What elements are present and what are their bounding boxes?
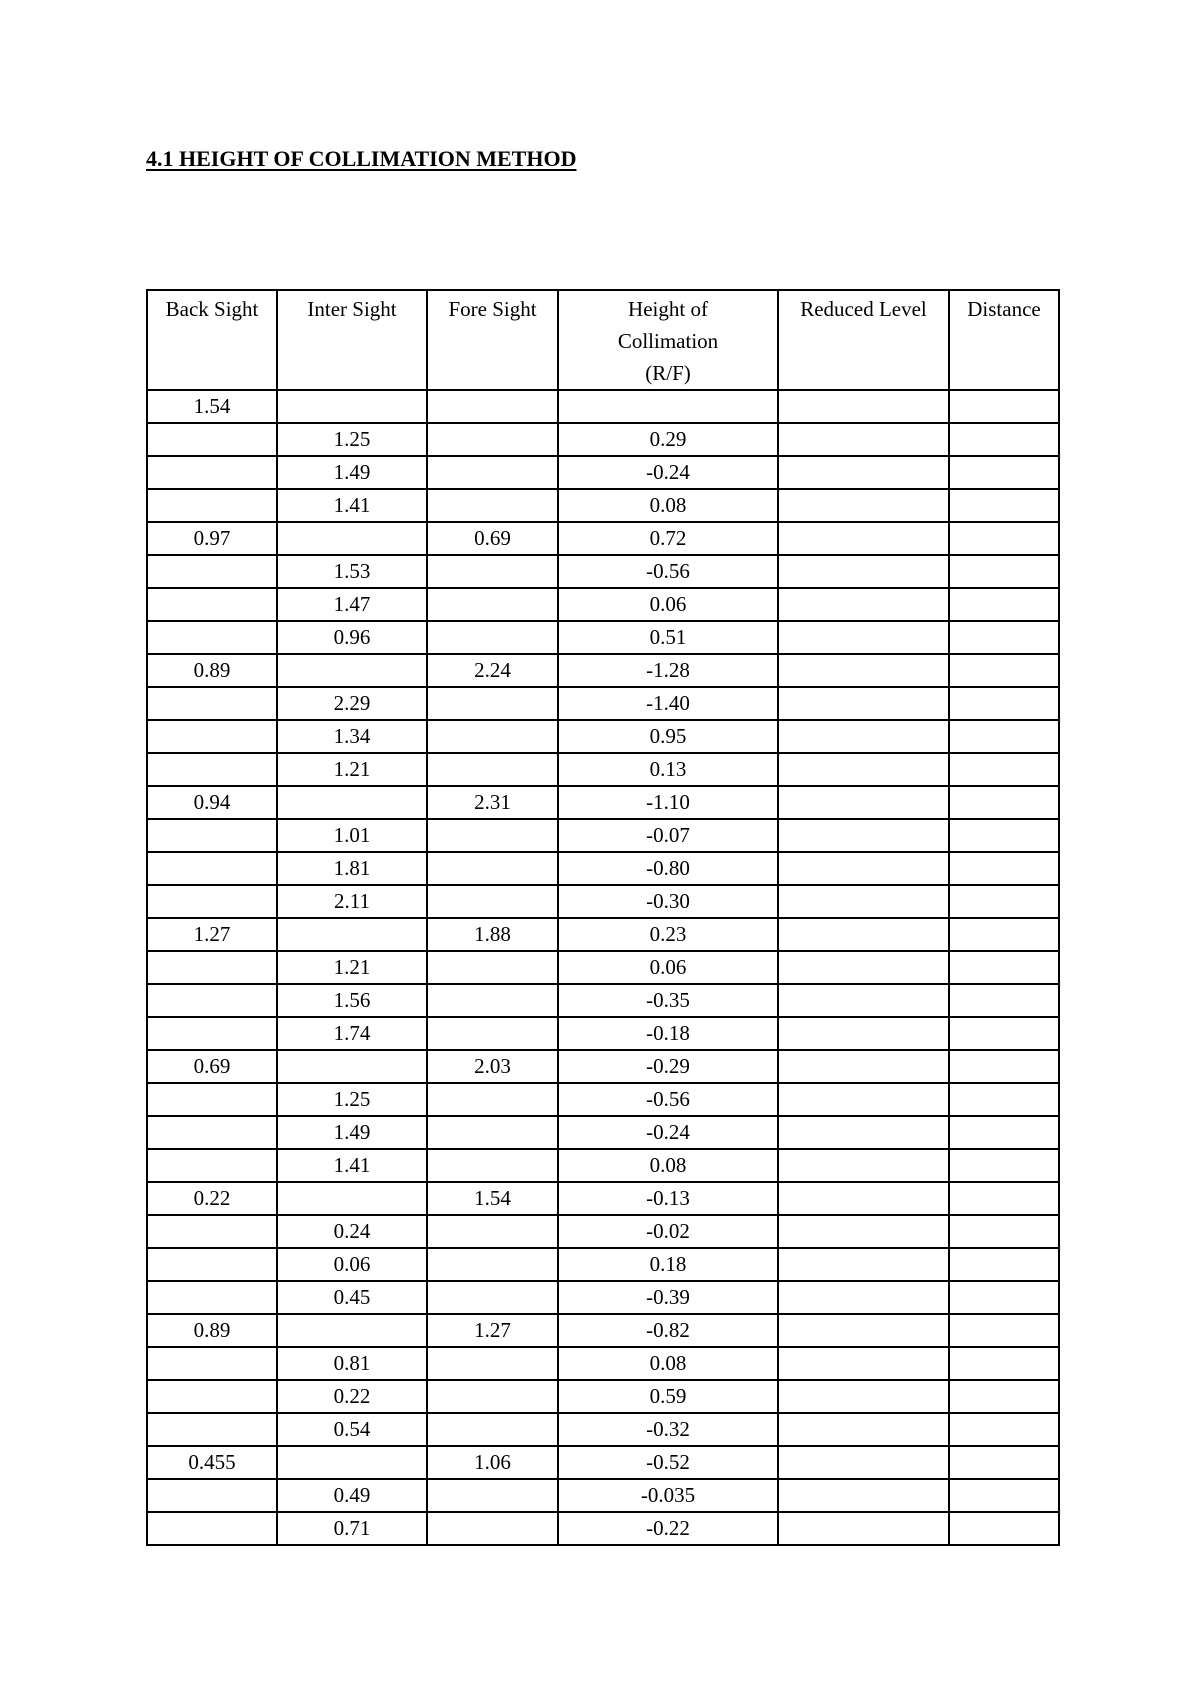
cell-height-of-collimation: -0.82: [558, 1314, 778, 1347]
cell-inter-sight: 0.45: [277, 1281, 427, 1314]
cell-reduced-level: [778, 1380, 949, 1413]
cell-reduced-level: [778, 984, 949, 1017]
cell-height-of-collimation: -1.28: [558, 654, 778, 687]
cell-inter-sight: 0.49: [277, 1479, 427, 1512]
cell-inter-sight: 1.49: [277, 1116, 427, 1149]
cell-back-sight: 0.69: [147, 1050, 277, 1083]
cell-back-sight: [147, 456, 277, 489]
table-row: [147, 1248, 1059, 1281]
cell-distance: [949, 1215, 1059, 1248]
cell-inter-sight: [277, 1182, 427, 1215]
cell-back-sight: [147, 423, 277, 456]
cell-back-sight: 0.97: [147, 522, 277, 555]
cell-back-sight: 1.54: [147, 390, 277, 423]
cell-back-sight: [147, 1149, 277, 1182]
cell-inter-sight: 2.29: [277, 687, 427, 720]
cell-inter-sight: 2.11: [277, 885, 427, 918]
table-row: [147, 1413, 1059, 1446]
cell-reduced-level: [778, 819, 949, 852]
cell-inter-sight: [277, 654, 427, 687]
cell-fore-sight: [427, 720, 558, 753]
cell-fore-sight: [427, 621, 558, 654]
header-distance: Distance: [949, 290, 1059, 390]
cell-height-of-collimation: -0.39: [558, 1281, 778, 1314]
cell-distance: [949, 786, 1059, 819]
header-row: [147, 290, 1059, 390]
cell-reduced-level: [778, 522, 949, 555]
cell-inter-sight: [277, 1446, 427, 1479]
cell-reduced-level: [778, 423, 949, 456]
cell-inter-sight: 1.41: [277, 489, 427, 522]
table-header: [147, 290, 1059, 390]
table-row: [147, 1479, 1059, 1512]
cell-distance: [949, 852, 1059, 885]
cell-height-of-collimation: 0.06: [558, 951, 778, 984]
table-row: [147, 753, 1059, 786]
cell-fore-sight: [427, 885, 558, 918]
cell-back-sight: 0.22: [147, 1182, 277, 1215]
table-row: [147, 621, 1059, 654]
cell-inter-sight: [277, 522, 427, 555]
cell-height-of-collimation: 0.59: [558, 1380, 778, 1413]
cell-back-sight: [147, 951, 277, 984]
cell-reduced-level: [778, 720, 949, 753]
table-row: [147, 390, 1059, 423]
cell-height-of-collimation: -0.52: [558, 1446, 778, 1479]
cell-inter-sight: [277, 390, 427, 423]
cell-fore-sight: [427, 1017, 558, 1050]
cell-fore-sight: [427, 1413, 558, 1446]
cell-height-of-collimation: -0.13: [558, 1182, 778, 1215]
cell-back-sight: [147, 1215, 277, 1248]
cell-reduced-level: [778, 852, 949, 885]
cell-inter-sight: [277, 786, 427, 819]
cell-inter-sight: 1.74: [277, 1017, 427, 1050]
cell-back-sight: [147, 1116, 277, 1149]
cell-back-sight: [147, 852, 277, 885]
cell-inter-sight: [277, 918, 427, 951]
cell-height-of-collimation: -0.02: [558, 1215, 778, 1248]
table-row: [147, 522, 1059, 555]
cell-inter-sight: 1.25: [277, 423, 427, 456]
header-inter-sight: Inter Sight: [277, 290, 427, 390]
table-row: [147, 1149, 1059, 1182]
cell-fore-sight: [427, 687, 558, 720]
cell-inter-sight: 1.25: [277, 1083, 427, 1116]
table-row: [147, 1314, 1059, 1347]
cell-distance: [949, 1083, 1059, 1116]
table-row: [147, 1116, 1059, 1149]
cell-distance: [949, 555, 1059, 588]
table-row: [147, 489, 1059, 522]
cell-height-of-collimation: 0.13: [558, 753, 778, 786]
cell-fore-sight: [427, 1347, 558, 1380]
header-fore-sight: Fore Sight: [427, 290, 558, 390]
cell-fore-sight: [427, 819, 558, 852]
cell-distance: [949, 1050, 1059, 1083]
header-reduced-level: Reduced Level: [778, 290, 949, 390]
cell-fore-sight: 1.54: [427, 1182, 558, 1215]
cell-reduced-level: [778, 1149, 949, 1182]
table-row: [147, 786, 1059, 819]
cell-reduced-level: [778, 654, 949, 687]
cell-height-of-collimation: [558, 390, 778, 423]
cell-distance: [949, 1248, 1059, 1281]
cell-reduced-level: [778, 390, 949, 423]
cell-inter-sight: 1.81: [277, 852, 427, 885]
cell-reduced-level: [778, 1182, 949, 1215]
cell-distance: [949, 1380, 1059, 1413]
table-row: [147, 423, 1059, 456]
header-back-sight: Back Sight: [147, 290, 277, 390]
cell-reduced-level: [778, 687, 949, 720]
cell-distance: [949, 1446, 1059, 1479]
cell-distance: [949, 621, 1059, 654]
cell-back-sight: [147, 687, 277, 720]
table-row: [147, 687, 1059, 720]
cell-height-of-collimation: 0.95: [558, 720, 778, 753]
cell-fore-sight: 1.88: [427, 918, 558, 951]
cell-reduced-level: [778, 1479, 949, 1512]
levelling-table: [146, 289, 1060, 1546]
header-height-of-collimation: Height of Collimation (R/F): [558, 290, 778, 390]
cell-inter-sight: 1.01: [277, 819, 427, 852]
cell-fore-sight: [427, 423, 558, 456]
cell-back-sight: [147, 1017, 277, 1050]
cell-reduced-level: [778, 621, 949, 654]
cell-fore-sight: 1.27: [427, 1314, 558, 1347]
cell-distance: [949, 984, 1059, 1017]
cell-height-of-collimation: -0.80: [558, 852, 778, 885]
cell-fore-sight: [427, 1380, 558, 1413]
cell-distance: [949, 1479, 1059, 1512]
table-row: [147, 1083, 1059, 1116]
table-row: [147, 555, 1059, 588]
cell-reduced-level: [778, 456, 949, 489]
cell-distance: [949, 918, 1059, 951]
cell-distance: [949, 819, 1059, 852]
table-row: [147, 1347, 1059, 1380]
cell-fore-sight: 2.03: [427, 1050, 558, 1083]
cell-reduced-level: [778, 1314, 949, 1347]
cell-height-of-collimation: 0.06: [558, 588, 778, 621]
cell-distance: [949, 588, 1059, 621]
cell-fore-sight: [427, 1281, 558, 1314]
cell-distance: [949, 951, 1059, 984]
cell-distance: [949, 1149, 1059, 1182]
cell-height-of-collimation: -0.32: [558, 1413, 778, 1446]
cell-fore-sight: [427, 1512, 558, 1545]
cell-back-sight: [147, 720, 277, 753]
cell-distance: [949, 522, 1059, 555]
cell-height-of-collimation: -0.29: [558, 1050, 778, 1083]
cell-back-sight: [147, 1248, 277, 1281]
cell-fore-sight: [427, 984, 558, 1017]
cell-back-sight: [147, 555, 277, 588]
cell-distance: [949, 753, 1059, 786]
table-row: [147, 1446, 1059, 1479]
cell-back-sight: 0.455: [147, 1446, 277, 1479]
cell-height-of-collimation: -0.24: [558, 1116, 778, 1149]
cell-back-sight: [147, 753, 277, 786]
cell-fore-sight: 1.06: [427, 1446, 558, 1479]
table-row: [147, 456, 1059, 489]
cell-back-sight: [147, 1281, 277, 1314]
cell-height-of-collimation: -0.07: [558, 819, 778, 852]
table-row: [147, 720, 1059, 753]
cell-inter-sight: 1.53: [277, 555, 427, 588]
cell-inter-sight: 1.34: [277, 720, 427, 753]
table-row: [147, 918, 1059, 951]
cell-height-of-collimation: -0.30: [558, 885, 778, 918]
cell-height-of-collimation: 0.51: [558, 621, 778, 654]
cell-distance: [949, 1347, 1059, 1380]
table-row: [147, 1215, 1059, 1248]
table-body: [147, 390, 1059, 1545]
cell-height-of-collimation: 0.29: [558, 423, 778, 456]
cell-back-sight: [147, 1347, 277, 1380]
cell-fore-sight: [427, 555, 558, 588]
table-row: [147, 654, 1059, 687]
cell-height-of-collimation: -0.56: [558, 555, 778, 588]
cell-back-sight: [147, 1380, 277, 1413]
cell-reduced-level: [778, 555, 949, 588]
cell-inter-sight: 0.71: [277, 1512, 427, 1545]
table-row: [147, 984, 1059, 1017]
cell-reduced-level: [778, 753, 949, 786]
cell-distance: [949, 1116, 1059, 1149]
cell-height-of-collimation: -1.10: [558, 786, 778, 819]
cell-distance: [949, 687, 1059, 720]
cell-reduced-level: [778, 918, 949, 951]
cell-reduced-level: [778, 588, 949, 621]
cell-inter-sight: 0.06: [277, 1248, 427, 1281]
cell-fore-sight: [427, 951, 558, 984]
table-row: [147, 1281, 1059, 1314]
cell-fore-sight: [427, 753, 558, 786]
cell-fore-sight: [427, 456, 558, 489]
cell-back-sight: [147, 1083, 277, 1116]
cell-height-of-collimation: 0.08: [558, 1149, 778, 1182]
cell-fore-sight: [427, 1215, 558, 1248]
cell-distance: [949, 720, 1059, 753]
cell-back-sight: [147, 1413, 277, 1446]
cell-reduced-level: [778, 951, 949, 984]
cell-inter-sight: 1.41: [277, 1149, 427, 1182]
cell-height-of-collimation: -0.18: [558, 1017, 778, 1050]
cell-inter-sight: 0.22: [277, 1380, 427, 1413]
cell-height-of-collimation: -0.22: [558, 1512, 778, 1545]
cell-fore-sight: 2.31: [427, 786, 558, 819]
cell-inter-sight: 0.96: [277, 621, 427, 654]
cell-height-of-collimation: 0.72: [558, 522, 778, 555]
cell-back-sight: [147, 1479, 277, 1512]
cell-back-sight: [147, 819, 277, 852]
cell-distance: [949, 1314, 1059, 1347]
cell-reduced-level: [778, 1248, 949, 1281]
cell-height-of-collimation: -1.40: [558, 687, 778, 720]
cell-distance: [949, 1182, 1059, 1215]
cell-inter-sight: 1.21: [277, 951, 427, 984]
cell-height-of-collimation: -0.35: [558, 984, 778, 1017]
cell-back-sight: 0.89: [147, 654, 277, 687]
table-row: [147, 852, 1059, 885]
cell-height-of-collimation: -0.035: [558, 1479, 778, 1512]
cell-back-sight: [147, 984, 277, 1017]
table-row: [147, 1017, 1059, 1050]
table-row: [147, 1050, 1059, 1083]
cell-distance: [949, 1017, 1059, 1050]
table-row: [147, 1182, 1059, 1215]
table-row: [147, 819, 1059, 852]
cell-reduced-level: [778, 1050, 949, 1083]
cell-inter-sight: [277, 1314, 427, 1347]
cell-fore-sight: 2.24: [427, 654, 558, 687]
cell-reduced-level: [778, 1215, 949, 1248]
cell-inter-sight: 0.81: [277, 1347, 427, 1380]
cell-distance: [949, 456, 1059, 489]
cell-distance: [949, 885, 1059, 918]
cell-distance: [949, 423, 1059, 456]
cell-height-of-collimation: 0.08: [558, 489, 778, 522]
cell-reduced-level: [778, 885, 949, 918]
cell-fore-sight: [427, 1083, 558, 1116]
cell-inter-sight: 1.47: [277, 588, 427, 621]
cell-fore-sight: [427, 489, 558, 522]
cell-fore-sight: [427, 1479, 558, 1512]
cell-fore-sight: [427, 390, 558, 423]
cell-distance: [949, 1512, 1059, 1545]
cell-distance: [949, 1281, 1059, 1314]
cell-back-sight: [147, 489, 277, 522]
cell-inter-sight: 1.49: [277, 456, 427, 489]
cell-distance: [949, 654, 1059, 687]
cell-fore-sight: [427, 852, 558, 885]
table-row: [147, 1380, 1059, 1413]
cell-reduced-level: [778, 1281, 949, 1314]
cell-fore-sight: [427, 1149, 558, 1182]
page-title: 4.1 HEIGHT OF COLLIMATION METHOD: [146, 146, 577, 171]
cell-distance: [949, 1413, 1059, 1446]
cell-reduced-level: [778, 1512, 949, 1545]
cell-height-of-collimation: 0.18: [558, 1248, 778, 1281]
cell-height-of-collimation: -0.24: [558, 456, 778, 489]
table-row: [147, 885, 1059, 918]
cell-reduced-level: [778, 1017, 949, 1050]
cell-back-sight: 0.94: [147, 786, 277, 819]
cell-reduced-level: [778, 1413, 949, 1446]
cell-fore-sight: [427, 588, 558, 621]
cell-back-sight: [147, 621, 277, 654]
cell-inter-sight: 1.56: [277, 984, 427, 1017]
cell-height-of-collimation: 0.08: [558, 1347, 778, 1380]
table-row: [147, 1512, 1059, 1545]
cell-back-sight: 0.89: [147, 1314, 277, 1347]
table-row: [147, 951, 1059, 984]
cell-height-of-collimation: -0.56: [558, 1083, 778, 1116]
cell-reduced-level: [778, 489, 949, 522]
cell-reduced-level: [778, 1347, 949, 1380]
cell-height-of-collimation: 0.23: [558, 918, 778, 951]
cell-fore-sight: [427, 1248, 558, 1281]
cell-inter-sight: 1.21: [277, 753, 427, 786]
cell-fore-sight: [427, 1116, 558, 1149]
cell-back-sight: [147, 1512, 277, 1545]
cell-reduced-level: [778, 1083, 949, 1116]
cell-reduced-level: [778, 1116, 949, 1149]
cell-distance: [949, 489, 1059, 522]
cell-back-sight: [147, 588, 277, 621]
table-row: [147, 588, 1059, 621]
cell-fore-sight: 0.69: [427, 522, 558, 555]
cell-inter-sight: 0.54: [277, 1413, 427, 1446]
cell-back-sight: 1.27: [147, 918, 277, 951]
cell-back-sight: [147, 885, 277, 918]
cell-inter-sight: [277, 1050, 427, 1083]
cell-reduced-level: [778, 1446, 949, 1479]
cell-inter-sight: 0.24: [277, 1215, 427, 1248]
cell-distance: [949, 390, 1059, 423]
cell-reduced-level: [778, 786, 949, 819]
